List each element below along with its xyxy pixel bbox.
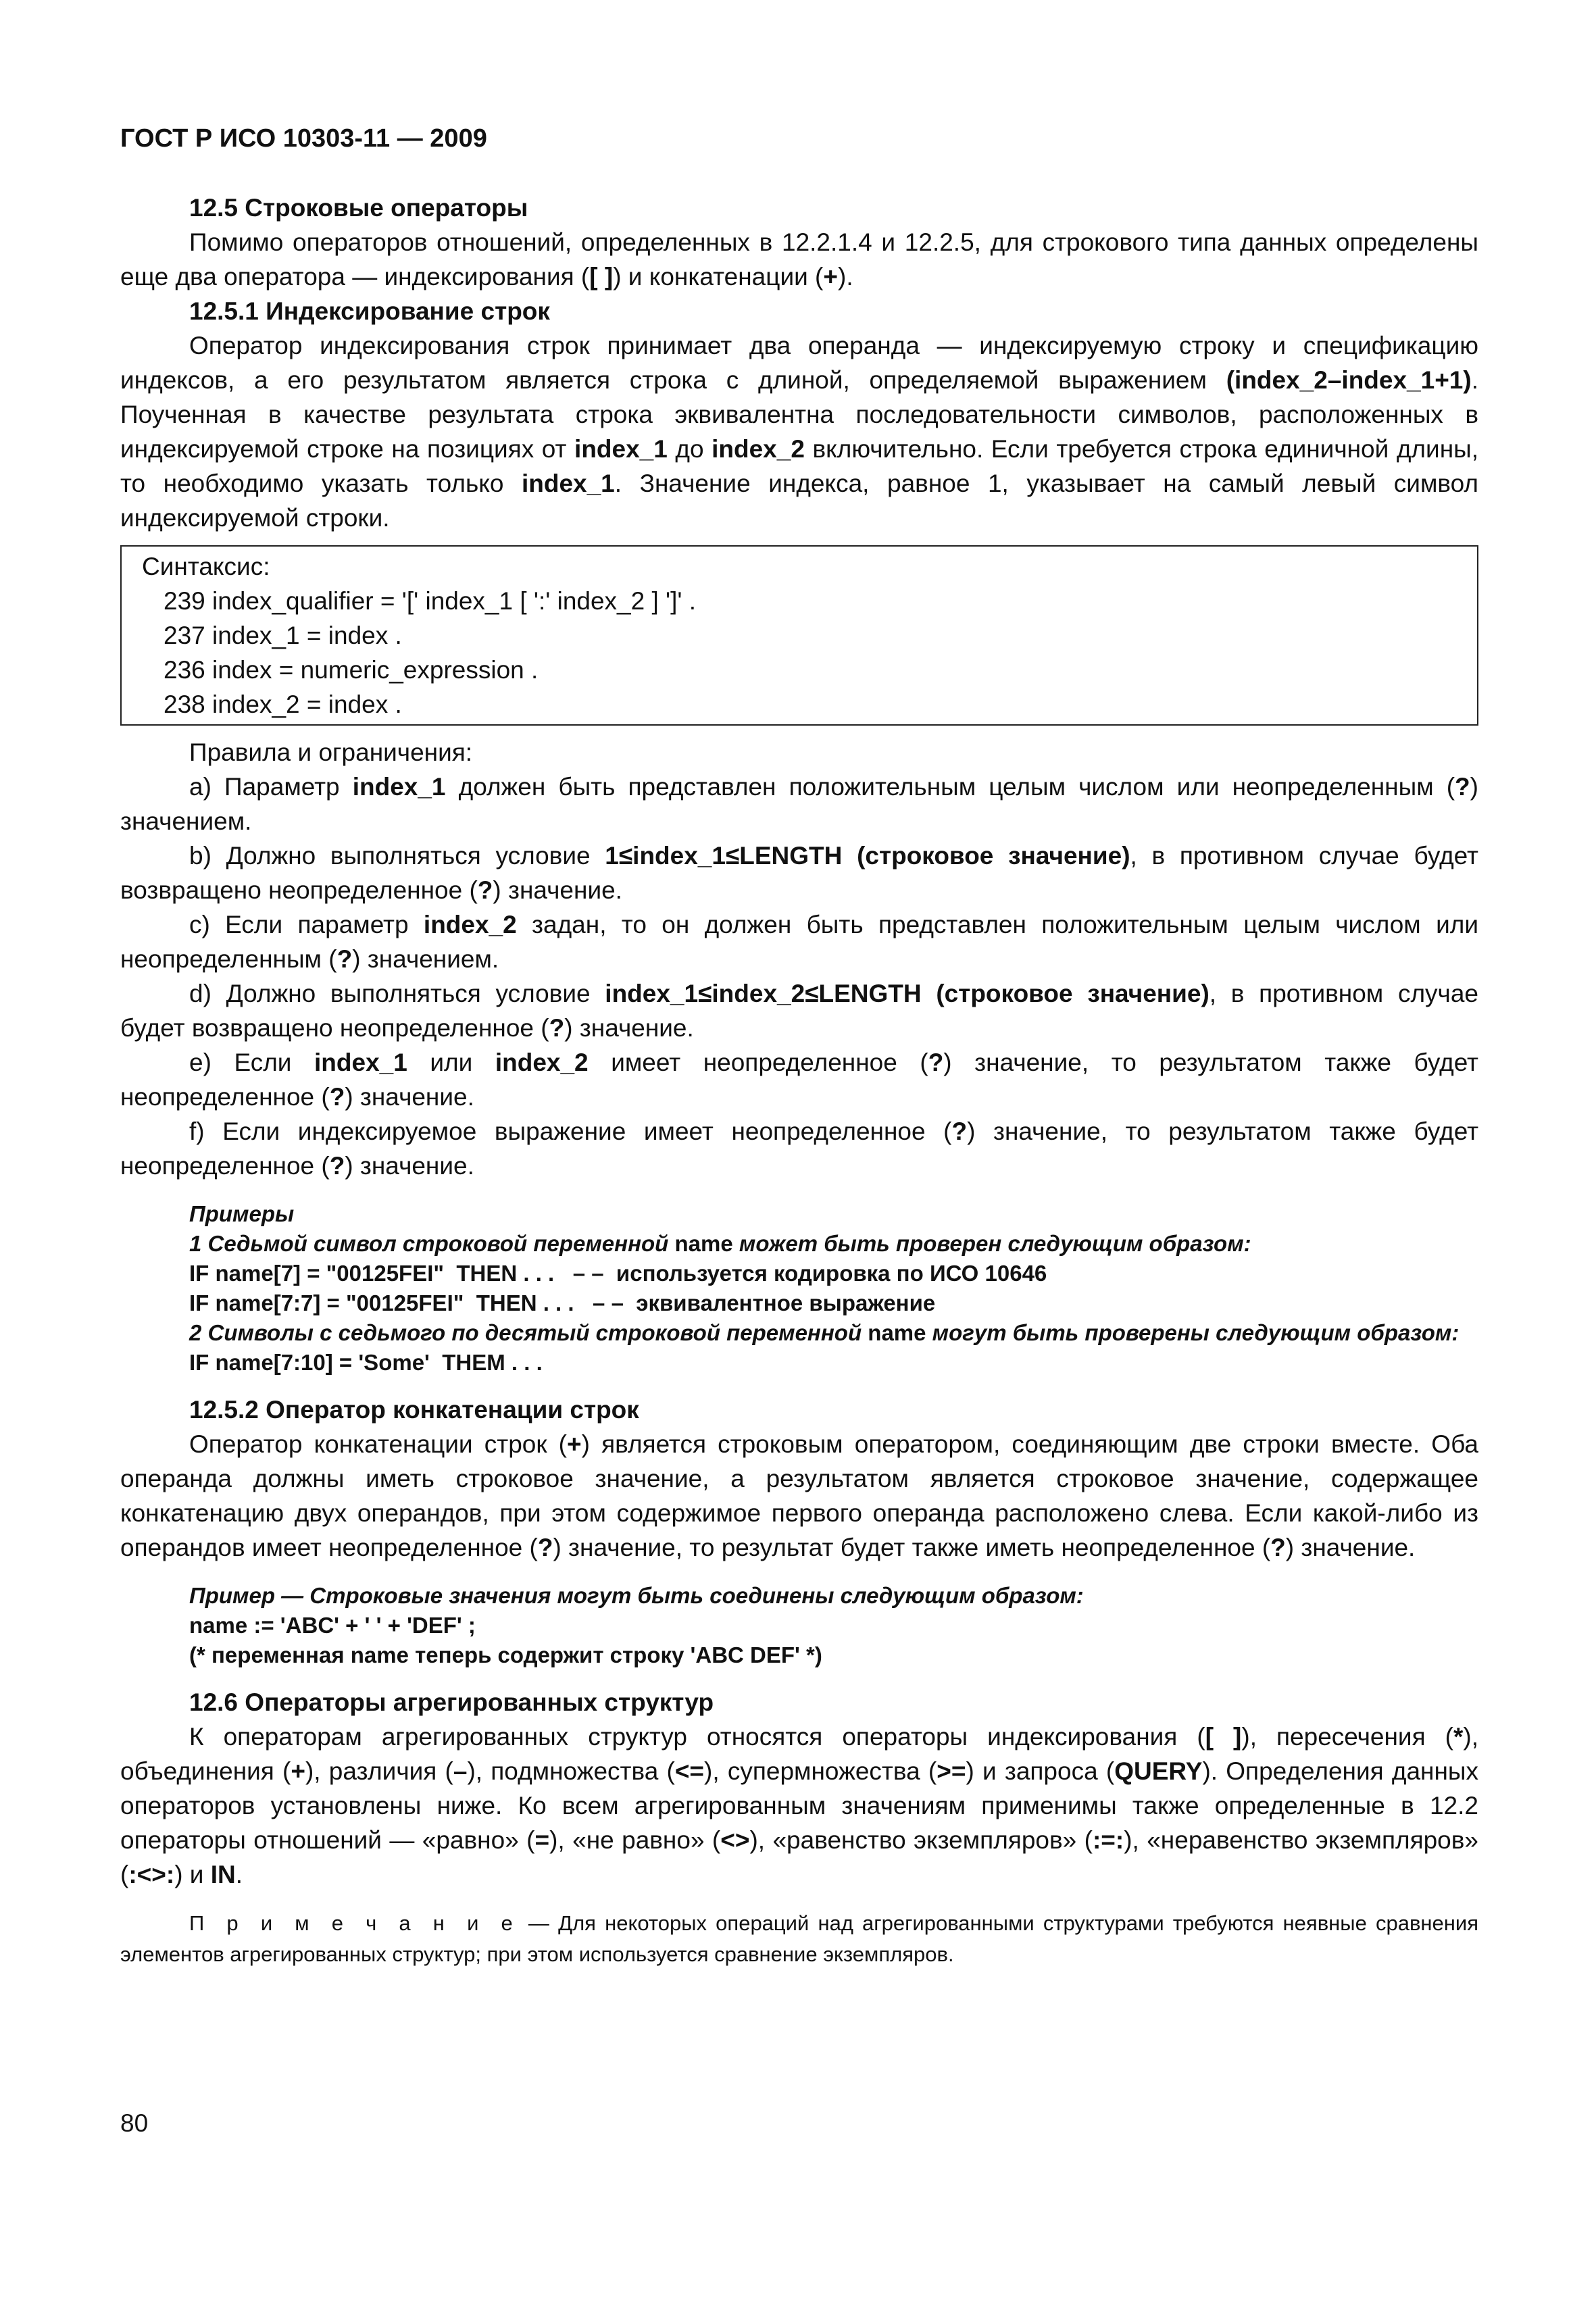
section-12-6-paragraph: К операторам агрегированных структур относятся операторы индексирования ([ ]), пересечения (*), объединения (+), различия (–), подмножества (<=), супермножества (>=) и запроса (QUERY). Определения данных операторов установлены ниже. Ко всем агрегированным значениям применимы также определенные в 12.2 операторы отношений — «равно» (=), «не равно» (<>), «равенство экземпляров» (:=:), «неравенство экземпляров» (:<>:) и IN. xyxy=(120,1723,1478,1888)
example-code-line: name := 'ABC' + ' ' + 'DEF' ; xyxy=(189,1613,476,1638)
example-code-line: IF name[7] = "00125FEI" THEN . . . – – используется кодировка по ИСО 10646 xyxy=(189,1261,1047,1286)
document-page xyxy=(120,122,1478,1970)
section-12-5-title: 12.5 Строковые операторы xyxy=(189,194,528,222)
section-12-5-1-title: 12.5.1 Индексирование строк xyxy=(189,297,550,325)
rules-label: Правила и ограничения: xyxy=(189,738,473,766)
example-code-line: IF name[7:7] = "00125FEI" THEN . . . – – эквивалентное выражение xyxy=(189,1290,936,1315)
rule-e: e) Если index_1 или index_2 имеет неопределенное (?) значение, то результатом также будет неопределенное (?) значение. xyxy=(120,1049,1478,1111)
example-code-line: IF name[7:10] = 'Some' THEM . . . xyxy=(189,1350,543,1375)
example-2-text: 2 Символы с седьмого по десятый строковой переменной name могут быть проверены следующим образом: xyxy=(189,1320,1460,1345)
rule-f: f) Если индексируемое выражение имеет неопределенное (?) значение, то результатом также будет неопределенное (?) значение. xyxy=(120,1117,1479,1180)
rule-c: c) Если параметр index_2 задан, то он должен быть представлен положительным целым числом или неопределенным (?) значением. xyxy=(120,911,1478,973)
syntax-line: 238 index_2 = index . xyxy=(164,690,402,718)
concat-example-title: Пример — Строковые значения могут быть соединены следующим образом: xyxy=(189,1583,1084,1608)
syntax-box xyxy=(120,545,1478,726)
section-12-5-paragraph: Помимо операторов отношений, определенных в 12.2.1.4 и 12.2.5, для строкового типа данных определены еще два оператора — индексирования ([ ]) и конкатенации (+). xyxy=(120,228,1478,291)
syntax-label: Синтаксис: xyxy=(142,553,270,580)
example-code-line: (* переменная name теперь содержит строку 'ABC DEF' *) xyxy=(189,1642,822,1667)
section-12-6-title: 12.6 Операторы агрегированных структур xyxy=(189,1688,714,1716)
examples-label: Примеры xyxy=(189,1201,295,1226)
examples-block xyxy=(120,1199,1478,1378)
syntax-line: 236 index = numeric_expression . xyxy=(164,656,539,684)
rule-a: a) Параметр index_1 должен быть представлен положительным целым числом или неопределенным (?) значением. xyxy=(120,773,1478,835)
document-header: ГОСТ Р ИСО 10303-11 — 2009 xyxy=(120,124,487,153)
example-1-text: 1 Седьмой символ строковой переменной name может быть проверен следующим образом: xyxy=(189,1231,1251,1256)
rule-b: b) Должно выполняться условие 1≤index_1≤LENGTH (строковое значение), в противном случае будет возвращено неопределенное (?) значение. xyxy=(120,842,1478,904)
note-text: — Для некоторых операций над агрегированными структурами требуются неявные сравнения элементов агрегированных структур; при этом используется сравнение экземпляров. xyxy=(120,1911,1478,1966)
page-number: 80 xyxy=(120,2109,149,2137)
concat-example-block xyxy=(120,1581,1478,1670)
rule-d: d) Должно выполняться условие index_1≤index_2≤LENGTH (строковое значение), в противном случае будет возвращено неопределенное (?) значение. xyxy=(120,980,1478,1042)
note-label: П р и м е ч а н и е xyxy=(189,1911,520,1935)
section-12-5-1-paragraph: Оператор индексирования строк принимает два операнда — индексируемую строку и спецификацию индексов, а его результатом является строка с длиной, определяемой выражением (index_2–index_1+1). Поученная в качестве результата строка эквивалентна последовательности символов, расположенных в индексируемой строке на позициях от index_1 до index_2 включительно. Если требуется строка единичной длины, то необходимо указать только index_1. Значение индекса, равное 1, указывает на самый левый символ индексируемой строки. xyxy=(120,332,1479,532)
section-12-5-2-title: 12.5.2 Оператор конкатенации строк xyxy=(189,1396,639,1424)
syntax-line: 239 index_qualifier = '[' index_1 [ ':' index_2 ] ']' . xyxy=(164,587,697,615)
section-12-5-2-paragraph: Оператор конкатенации строк (+) является строковым оператором, соединяющим две строки вместе. Оба операнда должны иметь строковое значение, а результатом является строковое значение, содержащее конкатенацию двух операндов, при этом содержимое первого операнда расположено слева. Если какой-либо из операндов имеет неопределенное (?) значение, то результат будет также иметь неопределенное (?) значение. xyxy=(120,1430,1478,1561)
note xyxy=(120,1908,1478,1970)
syntax-line: 237 index_1 = index . xyxy=(164,622,402,649)
